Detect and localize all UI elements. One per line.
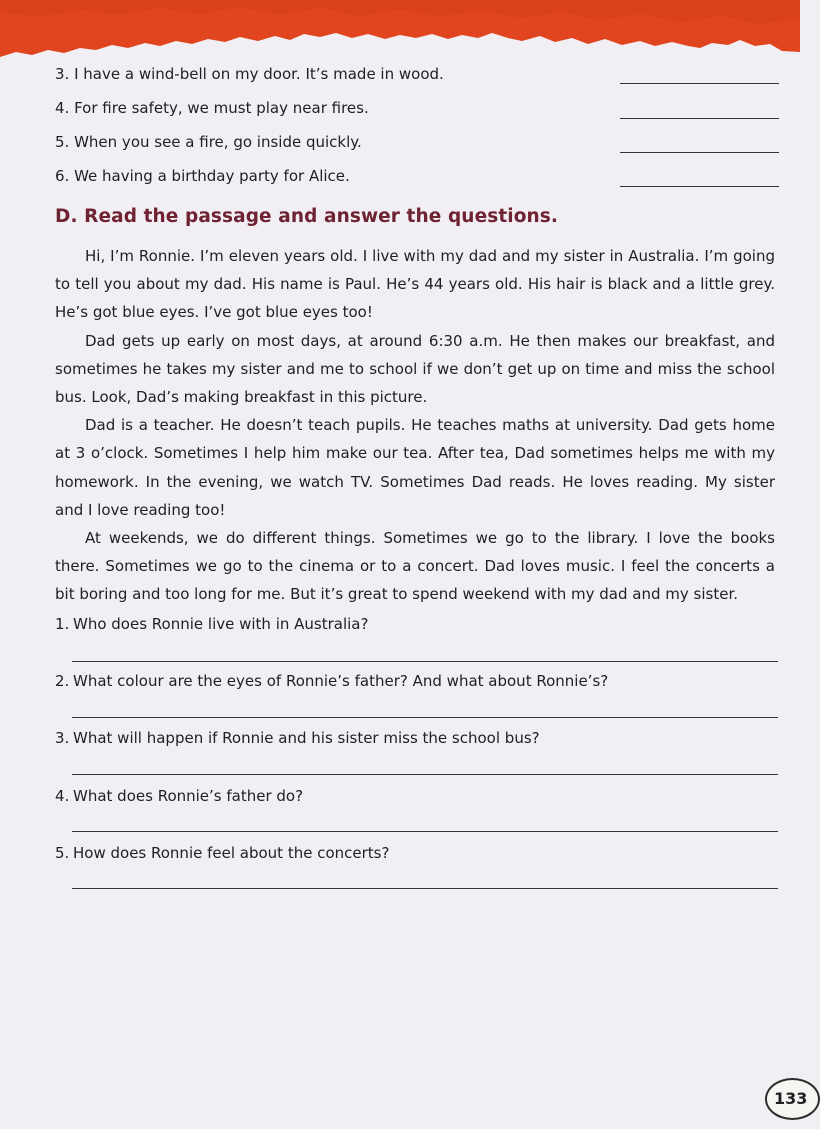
exercise-item-3 <box>55 64 444 84</box>
exercise-item-6 <box>55 166 350 186</box>
question-number: 3. <box>55 729 70 747</box>
question-text: What colour are the eyes of Ronnie’s father? And what about Ronnie’s? <box>73 672 609 690</box>
question-5 <box>55 843 389 863</box>
section-d-heading: D. Read the passage and answer the questions. <box>55 206 559 227</box>
question-1 <box>55 614 368 634</box>
question-text: What does Ronnie’s father do? <box>73 787 304 805</box>
answer-line[interactable] <box>72 661 778 662</box>
passage-paragraph: At weekends, we do different things. Sometimes we go to the library. I love the books there. Sometimes we go to the cinema or to a concert. Dad loves music. I feel the concerts a bit boring and too long for me. But it’s great to spend weekend with my dad and my sister. <box>55 529 775 604</box>
item-number: 6. <box>55 167 70 185</box>
question-text: What will happen if Ronnie and his sister miss the school bus? <box>73 729 540 747</box>
answer-line[interactable] <box>72 831 778 832</box>
question-text: How does Ronnie feel about the concerts? <box>73 844 390 862</box>
question-number: 5. <box>55 844 70 862</box>
passage-paragraph: Dad is a teacher. He doesn’t teach pupils. He teaches maths at university. Dad gets home at 3 o’clock. Sometimes I help him make our tea. After tea, Dad sometimes helps me with my homework. In the evening, we watch TV. Sometimes Dad reads. He loves reading. My sister and I love reading too! <box>55 416 775 519</box>
answer-blank[interactable] <box>620 152 779 153</box>
exercise-item-5 <box>55 132 362 152</box>
item-text: For fire safety, we must play near fires. <box>74 99 369 117</box>
page-number-badge: 133 <box>765 1078 820 1120</box>
item-number: 5. <box>55 133 70 151</box>
item-text: We having a birthday party for Alice. <box>74 167 350 185</box>
reading-passage <box>55 242 775 609</box>
question-4 <box>55 786 303 806</box>
question-number: 2. <box>55 672 70 690</box>
question-text: Who does Ronnie live with in Australia? <box>73 615 369 633</box>
passage-paragraph: Dad gets up early on most days, at around 6:30 a.m. He then makes our breakfast, and sometimes he takes my sister and me to school if we don’t get up on time and miss the school bus. Look, Dad’s making breakfast in this picture. <box>55 331 775 407</box>
item-number: 4. <box>55 99 70 117</box>
question-number: 4. <box>55 787 70 805</box>
answer-blank[interactable] <box>620 118 779 119</box>
item-text: I have a wind-bell on my door. It’s made in wood. <box>74 65 444 83</box>
item-text: When you see a fire, go inside quickly. <box>74 133 362 151</box>
answer-line[interactable] <box>72 888 778 889</box>
question-2 <box>55 671 608 691</box>
answer-blank[interactable] <box>620 83 779 84</box>
red-banner-decoration <box>0 0 800 72</box>
item-number: 3. <box>55 65 70 83</box>
exercise-item-4 <box>55 98 369 118</box>
answer-line[interactable] <box>72 774 778 775</box>
answer-line[interactable] <box>72 717 778 718</box>
question-number: 1. <box>55 615 70 633</box>
question-3 <box>55 728 540 748</box>
answer-blank[interactable] <box>620 186 779 187</box>
passage-paragraph: Hi, I’m Ronnie. I’m eleven years old. I live with my dad and my sister in Australia. I’m going to tell you about my dad. His name is Paul. He’s 44 years old. His hair is black and a little grey. He’s got blue eyes. I’ve got blue eyes too! <box>55 247 775 322</box>
